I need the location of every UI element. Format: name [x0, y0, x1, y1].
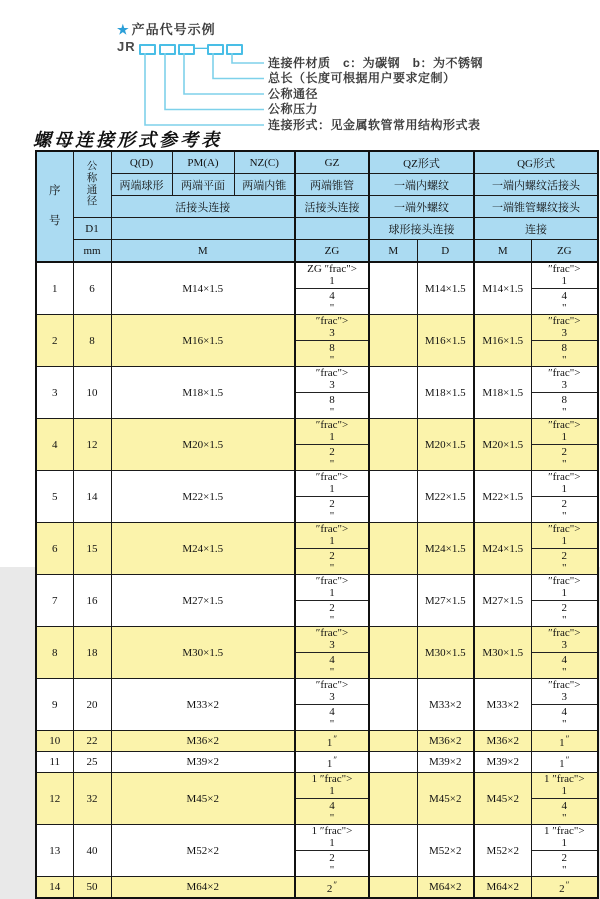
table-row [36, 575, 598, 627]
header-col-q: Q(D) [111, 151, 172, 174]
cell-seq: 7 [36, 575, 73, 627]
header-gz-connection: 活接头连接 [295, 196, 369, 218]
diagram-title-text: 产品代号示例 [131, 22, 216, 37]
cell-qg-zg: 1″ [531, 752, 598, 773]
table-row [36, 773, 598, 825]
cell-qz-d: M18×1.5 [417, 367, 474, 419]
header-qg-desc2: 一端锥管螺纹接头 [474, 196, 598, 218]
cell-m: M14×1.5 [111, 262, 295, 315]
header-blank-m [111, 218, 295, 240]
cell-qg-m: M14×1.5 [474, 262, 531, 315]
cell-m: M20×1.5 [111, 419, 295, 471]
cell-qg-zg: ″frac"> 1 2 " [531, 575, 598, 627]
cell-qg-zg: ″frac"> 1 2 " [531, 419, 598, 471]
cell-qg-m: M30×1.5 [474, 627, 531, 679]
cell-m: M33×2 [111, 679, 295, 731]
cell-gz-zg: ZG ″frac"> 1 4 " [295, 262, 369, 315]
cell-qg-zg: 1 ″frac"> 1 4 " [531, 773, 598, 825]
cell-gz-zg: ″frac"> 1 2 " [295, 523, 369, 575]
header-qg-zg-unit: ZG [531, 240, 598, 263]
cell-qg-m: M22×1.5 [474, 471, 531, 523]
nut-connection-table [35, 150, 599, 899]
cell-qz-m [369, 773, 417, 825]
cell-m: M24×1.5 [111, 523, 295, 575]
cell-qg-m: M24×1.5 [474, 523, 531, 575]
cell-qz-m [369, 262, 417, 315]
header-col-qz: QZ形式 [369, 151, 474, 174]
header-col-gz: GZ [295, 151, 369, 174]
cell-qz-d: M36×2 [417, 731, 474, 752]
header-pm-desc: 两端平面 [172, 174, 234, 196]
cell-qz-d: M30×1.5 [417, 627, 474, 679]
cell-qz-m [369, 877, 417, 899]
cell-gz-zg: ″frac"> 3 4 " [295, 679, 369, 731]
header-mm: mm [73, 240, 111, 263]
cell-m: M64×2 [111, 877, 295, 899]
header-qz-d-unit: D [417, 240, 474, 263]
cell-gz-zg: 1″ [295, 731, 369, 752]
header-col-pm: PM(A) [172, 151, 234, 174]
header-zg-unit: ZG [295, 240, 369, 263]
cell-mm: 6 [73, 262, 111, 315]
header-qg-desc1: 一端内螺纹活接头 [474, 174, 598, 196]
table-row [36, 262, 598, 315]
header-gz-desc: 两端锥管 [295, 174, 369, 196]
cell-qz-d: M24×1.5 [417, 523, 474, 575]
cell-qg-zg: ″frac"> 3 4 " [531, 679, 598, 731]
table-row [36, 877, 598, 899]
cell-qz-d: M45×2 [417, 773, 474, 825]
table-row [36, 731, 598, 752]
cell-qg-m: M33×2 [474, 679, 531, 731]
table-row [36, 315, 598, 367]
cell-gz-zg: ″frac"> 3 8 " [295, 315, 369, 367]
table-row [36, 825, 598, 877]
cell-seq: 10 [36, 731, 73, 752]
code-label-nominal-diameter: 公称通径 [268, 86, 319, 101]
cell-qg-zg: ″frac"> 1 2 " [531, 523, 598, 575]
header-q-desc: 两端球形 [111, 174, 172, 196]
cell-m: M45×2 [111, 773, 295, 825]
cell-qz-d: M52×2 [417, 825, 474, 877]
cell-seq: 8 [36, 627, 73, 679]
cell-gz-zg: 1 ″frac"> 1 2 " [295, 825, 369, 877]
cell-seq: 14 [36, 877, 73, 899]
header-col-nz: NZ(C) [234, 151, 295, 174]
cell-qz-m [369, 471, 417, 523]
cell-qg-m: M18×1.5 [474, 367, 531, 419]
cell-mm: 22 [73, 731, 111, 752]
cell-seq: 5 [36, 471, 73, 523]
cell-seq: 6 [36, 523, 73, 575]
cell-qg-zg: ″frac"> 1 4 " [531, 262, 598, 315]
cell-mm: 16 [73, 575, 111, 627]
cell-qg-zg: ″frac"> 3 4 " [531, 627, 598, 679]
cell-mm: 10 [73, 367, 111, 419]
cell-seq: 11 [36, 752, 73, 773]
table-body [36, 262, 598, 898]
cell-qz-m [369, 627, 417, 679]
header-qz-connection: 球形接头连接 [369, 218, 474, 240]
table-header [36, 151, 598, 262]
code-prefix: JR [117, 39, 136, 54]
cell-qg-m: M64×2 [474, 877, 531, 899]
cell-qz-m [369, 752, 417, 773]
cell-qz-m [369, 575, 417, 627]
cell-mm: 32 [73, 773, 111, 825]
cell-mm: 20 [73, 679, 111, 731]
cell-qz-m [369, 315, 417, 367]
header-col-qg: QG形式 [474, 151, 598, 174]
cell-qz-d: M33×2 [417, 679, 474, 731]
header-qz-m-unit: M [369, 240, 417, 263]
cell-mm: 8 [73, 315, 111, 367]
cell-m: M16×1.5 [111, 315, 295, 367]
header-d1: D1 [73, 218, 111, 240]
cell-qg-m: M27×1.5 [474, 575, 531, 627]
table-row [36, 367, 598, 419]
cell-seq: 2 [36, 315, 73, 367]
cell-gz-zg: 1″ [295, 752, 369, 773]
cell-qz-d: M20×1.5 [417, 419, 474, 471]
cell-gz-zg: ″frac"> 3 8 " [295, 367, 369, 419]
code-label-connection-form: 连接形式：见金属软管常用结构形式表 [268, 117, 481, 132]
cell-gz-zg: ″frac"> 1 2 " [295, 419, 369, 471]
cell-seq: 13 [36, 825, 73, 877]
header-nz-desc: 两端内锥 [234, 174, 295, 196]
cell-mm: 12 [73, 419, 111, 471]
cell-gz-zg: ″frac"> 1 2 " [295, 471, 369, 523]
cell-mm: 14 [73, 471, 111, 523]
table-row [36, 523, 598, 575]
cell-mm: 40 [73, 825, 111, 877]
table-title: 螺母连接形式参考表 [33, 130, 222, 150]
code-label-nominal-pressure: 公称压力 [268, 102, 319, 116]
header-qg-connection: 连接 [474, 218, 598, 240]
cell-mm: 15 [73, 523, 111, 575]
cell-qz-d: M27×1.5 [417, 575, 474, 627]
header-blank-gz [295, 218, 369, 240]
cell-seq: 12 [36, 773, 73, 825]
cell-gz-zg: 2″ [295, 877, 369, 899]
cell-qg-m: M52×2 [474, 825, 531, 877]
header-qg-m-unit: M [474, 240, 531, 263]
cell-qz-d: M64×2 [417, 877, 474, 899]
cell-m: M36×2 [111, 731, 295, 752]
table-row [36, 471, 598, 523]
cell-seq: 1 [36, 262, 73, 315]
header-qz-desc1: 一端内螺纹 [369, 174, 474, 196]
cell-qg-m: M45×2 [474, 773, 531, 825]
cell-qz-d: M14×1.5 [417, 262, 474, 315]
table-row [36, 679, 598, 731]
cell-m: M27×1.5 [111, 575, 295, 627]
header-m-unit: M [111, 240, 295, 263]
cell-qg-m: M20×1.5 [474, 419, 531, 471]
cell-m: M39×2 [111, 752, 295, 773]
table-row [36, 752, 598, 773]
cell-qg-zg: 1″ [531, 731, 598, 752]
cell-qg-m: M16×1.5 [474, 315, 531, 367]
cell-qg-zg: ″frac"> 3 8 " [531, 315, 598, 367]
cell-m: M22×1.5 [111, 471, 295, 523]
code-label-material: 连接件材质 c：为碳钢 b：为不锈钢 [268, 55, 484, 70]
cell-qg-zg: ″frac"> 3 8 " [531, 367, 598, 419]
table-row [36, 419, 598, 471]
code-dash: — [194, 40, 207, 55]
cell-mm: 50 [73, 877, 111, 899]
cell-qz-m [369, 825, 417, 877]
cell-gz-zg: 1 ″frac"> 1 4 " [295, 773, 369, 825]
cell-qz-m [369, 419, 417, 471]
cell-gz-zg: ″frac"> 1 2 " [295, 575, 369, 627]
star-icon: ★ [117, 22, 130, 37]
cell-mm: 18 [73, 627, 111, 679]
cell-qg-m: M36×2 [474, 731, 531, 752]
cell-qz-m [369, 367, 417, 419]
cell-mm: 25 [73, 752, 111, 773]
cell-gz-zg: ″frac"> 3 4 " [295, 627, 369, 679]
table-row [36, 627, 598, 679]
cell-seq: 3 [36, 367, 73, 419]
cell-qg-m: M39×2 [474, 752, 531, 773]
cell-seq: 4 [36, 419, 73, 471]
cell-m: M30×1.5 [111, 627, 295, 679]
cell-qz-m [369, 679, 417, 731]
cell-qz-m [369, 523, 417, 575]
header-seq: 序 号 [36, 151, 73, 262]
cell-qg-zg: ″frac"> 1 2 " [531, 471, 598, 523]
cell-qg-zg: 1 ″frac"> 1 2 " [531, 825, 598, 877]
header-nominal-diameter: 公 称 通 径 [73, 151, 111, 218]
cell-m: M18×1.5 [111, 367, 295, 419]
cell-qz-d: M22×1.5 [417, 471, 474, 523]
cell-qz-d: M39×2 [417, 752, 474, 773]
code-label-total-length: 总长（长度可根据用户要求定制） [268, 71, 456, 85]
header-qz-desc2: 一端外螺纹 [369, 196, 474, 218]
cell-seq: 9 [36, 679, 73, 731]
cell-m: M52×2 [111, 825, 295, 877]
header-union-connection: 活接头连接 [111, 196, 295, 218]
cell-qz-m [369, 731, 417, 752]
cell-qz-d: M16×1.5 [417, 315, 474, 367]
cell-qg-zg: 2″ [531, 877, 598, 899]
